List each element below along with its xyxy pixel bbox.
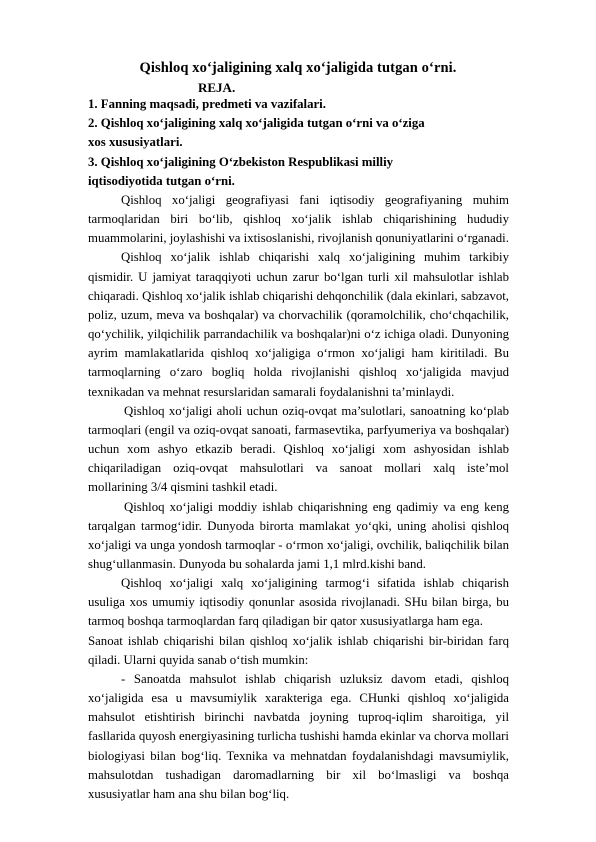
paragraph: Qishloq xo‘jaligi aholi uchun oziq-ovqat ma’sulotlari, sanoatning ko‘plab tarmoqlari (engil va oziq-ovqat sanoati, farmasevtika, parfyumeriya va boshqalar) uchun xom ashyo etkazib beradi. Qishloq xo‘jaligi xom ashyosidan ishlab chiqariladigan oziq-ovqat mahsulotlari va sanoat mollari xalq iste’mol mollarining 3/4 qismini tashkil etadi. (88, 403, 509, 495)
page-title: Qishloq xo‘jaligining xalq xo‘jaligida tutgan o‘rni. (139, 60, 457, 76)
plan-heading: REJA. (198, 80, 236, 95)
paragraph: Qishloq xo‘jaligi moddiy ishlab chiqarishning eng qadimiy va eng keng tarqalgan tarmog‘idir. Dunyoda birorta mamlakat yo‘qki, uning aholisi qishloq xo‘jaligi va unga yondosh tarmoqlar - o‘rmon xo‘jaligi, ovchilik, baliqchilik bilan shug‘ullanmasin. Dunyoda bu sohalarda jami 1,1 mlrd.kishi band. (88, 499, 509, 571)
plan-list (88, 95, 528, 191)
paragraph: Sanoat ishlab chiqarishi bilan qishloq xo‘jalik ishlab chiqarishi bir-biridan farq qiladi. Ularni quyida sanab o‘tish mumkin: (88, 633, 509, 667)
paragraph: Qishloq xo‘jaligi xalq xo‘jaligining tarmog‘i sifatida ishlab chiqarish usuliga xos umumiy iqtisodiy qonunlar asosida rivojlanadi. SHu bilan birga, bu tarmoq boshqa tarmoqlardan farq qiladigan bir qator xususiyatlarga ham ega. (88, 576, 509, 629)
plan-item: 1. Fanning maqsadi, predmeti va vazifalari. (88, 97, 326, 111)
paragraph: Qishloq xo‘jaligi geografiyasi fani iqtisodiy geografiyaning muhim tarmoqlaridan biri bo‘lib, qishloq xo‘jalik ishlab chiqarishining hududiy muammolarini, joylashishi va ixtisoslanishi, rivojlanish qonuniyatlarini o‘rganadi. (88, 193, 509, 246)
plan-item: 3. Qishloq xo‘jaligining O‘zbekiston Respublikasi milliy iqtisodiyotida tutgan o‘rni. (88, 154, 394, 188)
paragraph: Qishloq xo‘jalik ishlab chiqarishi xalq xo‘jaligining muhim tarkibiy qismidir. U jamiyat taraqqiyoti uchun zarur bo‘lgan turli xil mahsulotlar ishlab chiqaradi. Qishloq xo‘jalik ishlab chiqarishi dehqonchilik (dala ekinlari, sabzavot, poliz, uzum, meva va boshqalar) va chorvachilik (qoramolchilik, cho‘chqachilik, qo‘ychilik, yilqichilik parrandachilik va boshqalar)ni o‘z ichiga oladi. Dunyoning ayrim mamlakatlarida qishloq xo‘jaligiga o‘rmon xo‘jaligi ham kiritiladi. Bu tarmoqlarning o‘zaro bogliq holda rivojlanishi qishloq xo‘jaligida mavjud texnikadan va mehnat resurslaridan samarali foydalanishni ta’minlaydi. (88, 250, 509, 399)
body-text (88, 191, 509, 804)
plan-item: 2. Qishloq xo‘jaligining xalq xo‘jaligida tutgan o‘rni va o‘ziga xos xususiyatlari. (88, 116, 425, 150)
paragraph: - Sanoatda mahsulot ishlab chiqarish uzluksiz davom etadi, qishloq xo‘jaligida esa u mavsumiylik xarakteriga ega. CHunki qishloq xo‘jaligida mahsulot etishtirish birinchi navbatda joyning tuproq-iqlim sharoitiga, yil fasllarida quyosh energiyasining turlicha tushishi hamda ekinlar va chorva mollari biologiyasi bilan bog‘liq. Texnika va mehnatdan foydalanishdagi mavsumiylik, mahsulotdan tushadigan daromadlarning bir xil bo‘lmasligi va boshqa xususiyatlar ham ana shu bilan bog‘liq. (88, 671, 509, 801)
